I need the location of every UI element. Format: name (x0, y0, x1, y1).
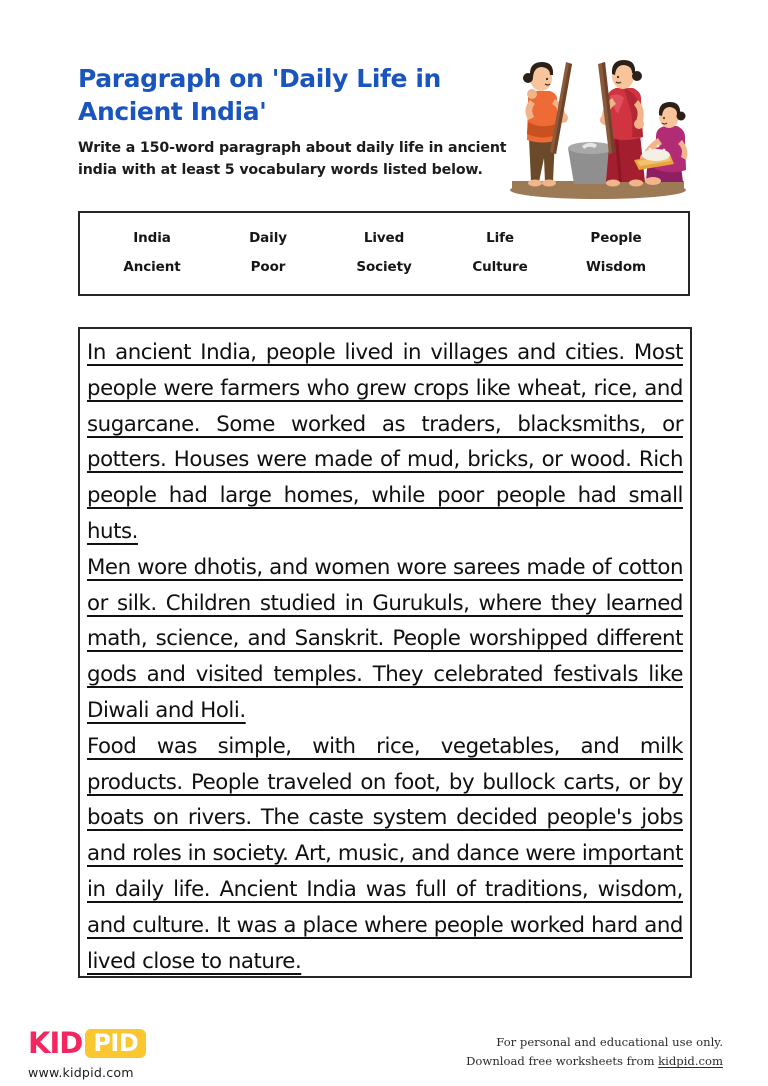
logo-pid-text: PID (93, 1028, 139, 1057)
answer-paragraph-text: Men wore dhotis, and women wore sarees made of cotton or silk. Children studied in Gurukuls, where they learned math, science, and Sanskrit. People worshipped different gods and visited temples. They celebrated festivals like Diwali and Holi. (87, 554, 683, 723)
kidpid-link[interactable]: kidpid.com (658, 1054, 723, 1069)
women-pounding-grain-illustration (506, 54, 690, 206)
header-text-block (78, 62, 540, 181)
vocabulary-word: Culture (472, 259, 528, 275)
footer-notice-line-1: For personal and educational use only. (496, 1035, 723, 1049)
vocabulary-word: Lived (363, 230, 405, 246)
vocabulary-word: Poor (250, 259, 286, 275)
vocabulary-word-bank (78, 211, 690, 296)
logo-wordmark (28, 1026, 243, 1060)
footer-notice-prefix: Download free worksheets from (466, 1054, 659, 1069)
footer-notice (466, 1033, 723, 1071)
answer-paragraph-text: In ancient India, people lived in villages and cities. Most people were farmers who grew crops like wheat, rice, and sugarcane. Some worked as traders, blacksmiths, or potters. Houses were made of mud, bricks, or wood. Rich people had large homes, while poor people had small huts. (87, 340, 683, 544)
answer-paragraph (87, 335, 683, 550)
vocabulary-word: People (590, 230, 642, 246)
answer-paragraph (87, 550, 683, 729)
vocabulary-word: Wisdom (586, 259, 646, 275)
logo-pid-badge (85, 1029, 146, 1058)
vocabulary-row (94, 259, 674, 275)
vocabulary-row (94, 230, 674, 246)
vocabulary-word: Society (356, 259, 412, 275)
vocabulary-word: Ancient (123, 259, 181, 275)
answer-writing-area[interactable] (78, 327, 692, 978)
footer-notice-line-2 (466, 1052, 723, 1071)
page-title: Paragraph on 'Daily Life in Ancient India' (78, 64, 441, 126)
vocabulary-word: Daily (249, 230, 287, 246)
instructions-text: Write a 150-word paragraph about daily life in ancient india with at least 5 vocabulary words listed below. (78, 140, 507, 178)
answer-paragraph (87, 729, 683, 978)
logo-website-url: www.kidpid.com (28, 1065, 134, 1080)
answer-paragraph-text: Food was simple, with rice, vegetables, and milk products. People traveled on foot, by bullock carts, or by boats on rivers. The caste system decided people's jobs and roles in society. Art, music, and dance were important in daily life. Ancient India was full of traditions, wisdom, and culture. It was a place where people worked hard and lived close to nature. (87, 733, 683, 974)
logo-kid-text: KID (28, 1025, 83, 1060)
vocabulary-word: Life (486, 230, 514, 246)
page-footer (0, 1014, 768, 1086)
worksheet-header (78, 62, 690, 202)
vocabulary-word: India (133, 230, 171, 246)
kidpid-logo[interactable] (28, 1026, 243, 1080)
